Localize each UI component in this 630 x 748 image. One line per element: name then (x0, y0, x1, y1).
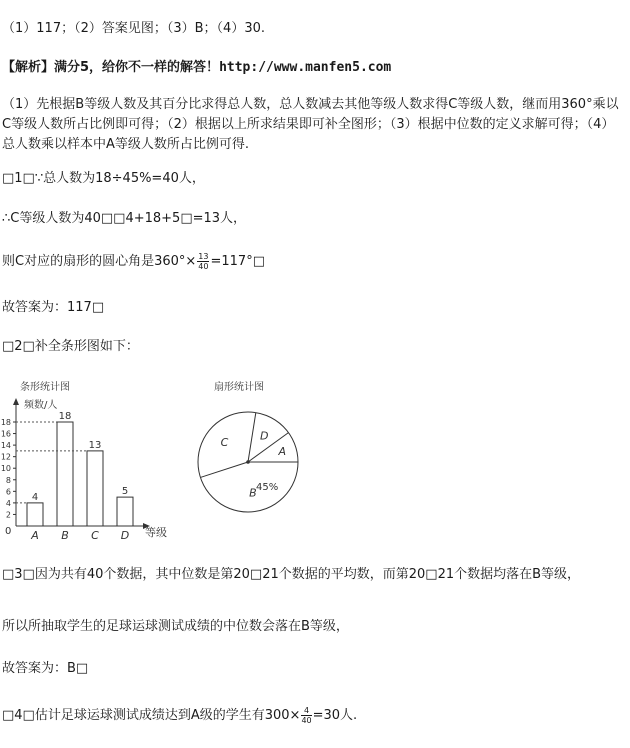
y-axis-arrow (13, 398, 19, 405)
pie-slice-label: C (220, 435, 229, 449)
bar-chart-origin: 0 (5, 526, 12, 537)
y-tick-label: 10 (0, 464, 11, 474)
pie-center (246, 460, 250, 464)
part3-answer: 故答案为：B□ (2, 661, 89, 676)
pie-percent-label: 45% (256, 482, 279, 493)
fraction-numerator: 4 (301, 706, 311, 716)
bar-value-label: 13 (88, 439, 102, 451)
part1-line3-post: =117°□ (210, 254, 265, 269)
bar-chart-xlabel: 等级 (145, 526, 167, 539)
y-tick-label: 14 (0, 441, 11, 451)
y-tick-label: 12 (0, 452, 11, 462)
analysis-text: （1）先根据B等级人数及其百分比求得总人数，总人数减去其他等级人数求得C等级人数，继而用360°乘以C等级人数所占比例即可得；（2）根据以上所求结果即可补全图形；（3）根据中位数的定义求解可得；（4）总人数乘以样本中A等级人数所占比例可得. (2, 97, 619, 152)
bar-value-label: 5 (121, 486, 129, 498)
bar (27, 503, 43, 526)
pie-chart-title: 扇形统计图 (214, 382, 264, 393)
category-label: C (91, 529, 99, 542)
fraction-13-40 (197, 252, 209, 271)
fraction-denominator: 40 (301, 716, 312, 725)
pie-slice-label: A (278, 444, 287, 458)
y-tick-label: 18 (0, 418, 11, 427)
fraction-numerator: 13 (198, 252, 209, 261)
part1-line3-pre: 则C对应的扇形的圆心角是360°× (2, 254, 197, 269)
bar (57, 422, 73, 526)
part1-line2: ∴C等级人数为40□□4+18+5□=13人， (2, 211, 247, 226)
bar-chart-title: 条形统计图 (20, 382, 70, 393)
part1-line1: □1□∵总人数为18÷45%=40人， (2, 171, 205, 186)
bar-chart (0, 372, 190, 544)
part3-line2: 所以所抽取学生的足球运球测试成绩的中位数会落在B等级， (2, 619, 349, 634)
part4-line (2, 706, 357, 725)
category-label: D (120, 529, 130, 542)
pie-slice-label: D (259, 429, 269, 443)
part3-line1: □3□因为共有40个数据，其中位数是第20□21个数据的平均数，而第20□21个数据均落在B等级， (2, 567, 581, 582)
y-tick-label: 6 (5, 487, 11, 497)
y-tick-label: 8 (5, 475, 11, 485)
part4-post: =30人. (312, 708, 358, 723)
fraction-denominator: 40 (198, 262, 209, 271)
pie-chart (192, 372, 322, 532)
bar (117, 497, 133, 526)
pie-slice-label: B (249, 486, 257, 500)
part4-pre: □4□估计足球运球测试成绩达到A级的学生有300× (2, 708, 301, 723)
fraction-4-40 (301, 706, 311, 725)
bar-value-label: 18 (58, 411, 72, 422)
analysis-tagline: 满分5，给你不一样的解答！ (54, 60, 220, 75)
bar-chart-ylabel: 频数/人 (24, 400, 58, 411)
analysis-url[interactable]: http://www.manfen5.com (219, 60, 392, 75)
part1-answer: 故答案为：117□ (2, 300, 105, 315)
y-tick-label: 2 (5, 510, 11, 520)
part2-line1: □2□补全条形图如下： (2, 339, 139, 354)
bar (87, 451, 103, 526)
category-label: A (31, 529, 39, 542)
analysis-header (2, 59, 391, 77)
analysis-tag: 【解析】 (2, 60, 55, 75)
answer-line: （1）117；（2）答案见图；（3）B；（4）30. (2, 21, 265, 36)
y-tick-label: 4 (5, 498, 11, 508)
part1-line3 (2, 252, 265, 271)
category-label: B (61, 529, 69, 542)
y-tick-label: 16 (0, 429, 11, 439)
bar-value-label: 4 (31, 491, 39, 503)
